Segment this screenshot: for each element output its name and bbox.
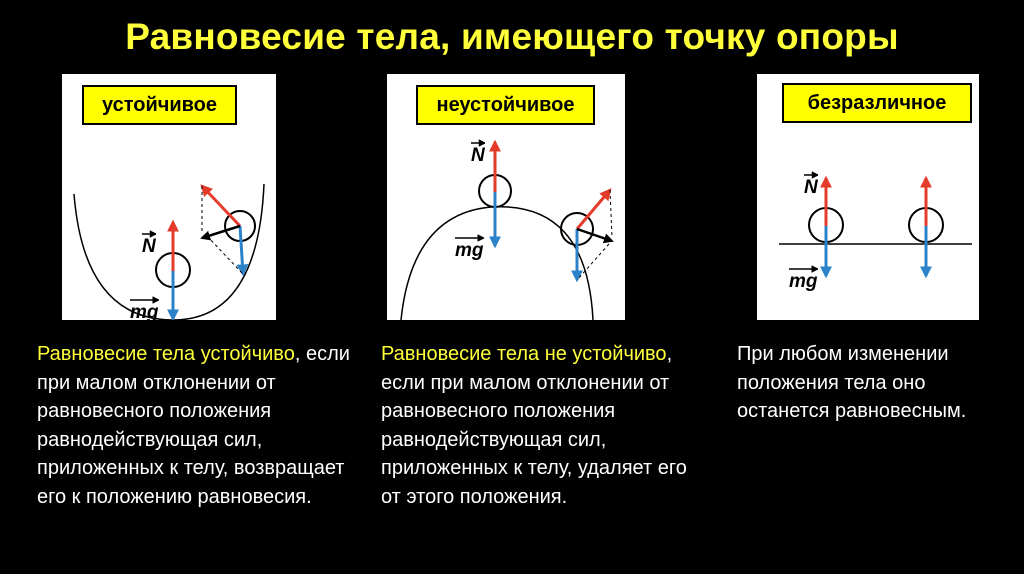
construction-line [610,190,612,237]
resultant-arrow [577,229,612,241]
description-highlight: Равновесие тела не устойчиво [381,343,667,365]
force-n-label: N [142,237,156,256]
vector-arrow-icon [804,171,818,179]
force-n-label: N [471,146,485,165]
description-stable [37,340,355,512]
page-title: Равновесие тела, имеющего точку опоры [125,16,899,57]
convex-surface [401,207,593,320]
description-unstable [381,340,706,512]
vector-arrow-icon [455,234,484,242]
diagram-unstable [387,74,625,320]
force-mg-label: mg [130,303,159,322]
vector-arrow-icon [789,265,818,273]
description-text: , если при малом отклонении от равновесного положения равнодействующая сил, приложенных к телу, удаляет его от этого положения. [381,343,687,508]
description-text: , если при малом отклонении от равновесного положения равнодействующая сил, приложенных к телу, возвращает его к положению равновесия. [37,343,350,508]
force-n-label: N [804,178,818,197]
description-highlight: Равновесие тела устойчиво [37,343,295,365]
deflected-mg-arrow [240,226,243,274]
force-mg-label: mg [789,272,818,291]
concave-surface [74,184,264,320]
vector-arrow-icon [471,139,485,147]
vector-arrow-icon [130,296,159,304]
description-indifferent [737,340,967,426]
diagram-indifferent [757,74,979,320]
diagram-stable [62,74,276,323]
deflected-n-arrow [577,190,610,229]
label-indifferent: безразличное [782,83,972,123]
force-mg-label: mg [455,241,484,260]
label-stable: устойчивое [82,85,237,125]
deflected-n-arrow [202,186,240,226]
label-unstable: неустойчивое [416,85,595,125]
description-text: При любом изменении положения тела оно останется равновесным. [737,343,967,423]
vector-arrow-icon [142,230,156,238]
